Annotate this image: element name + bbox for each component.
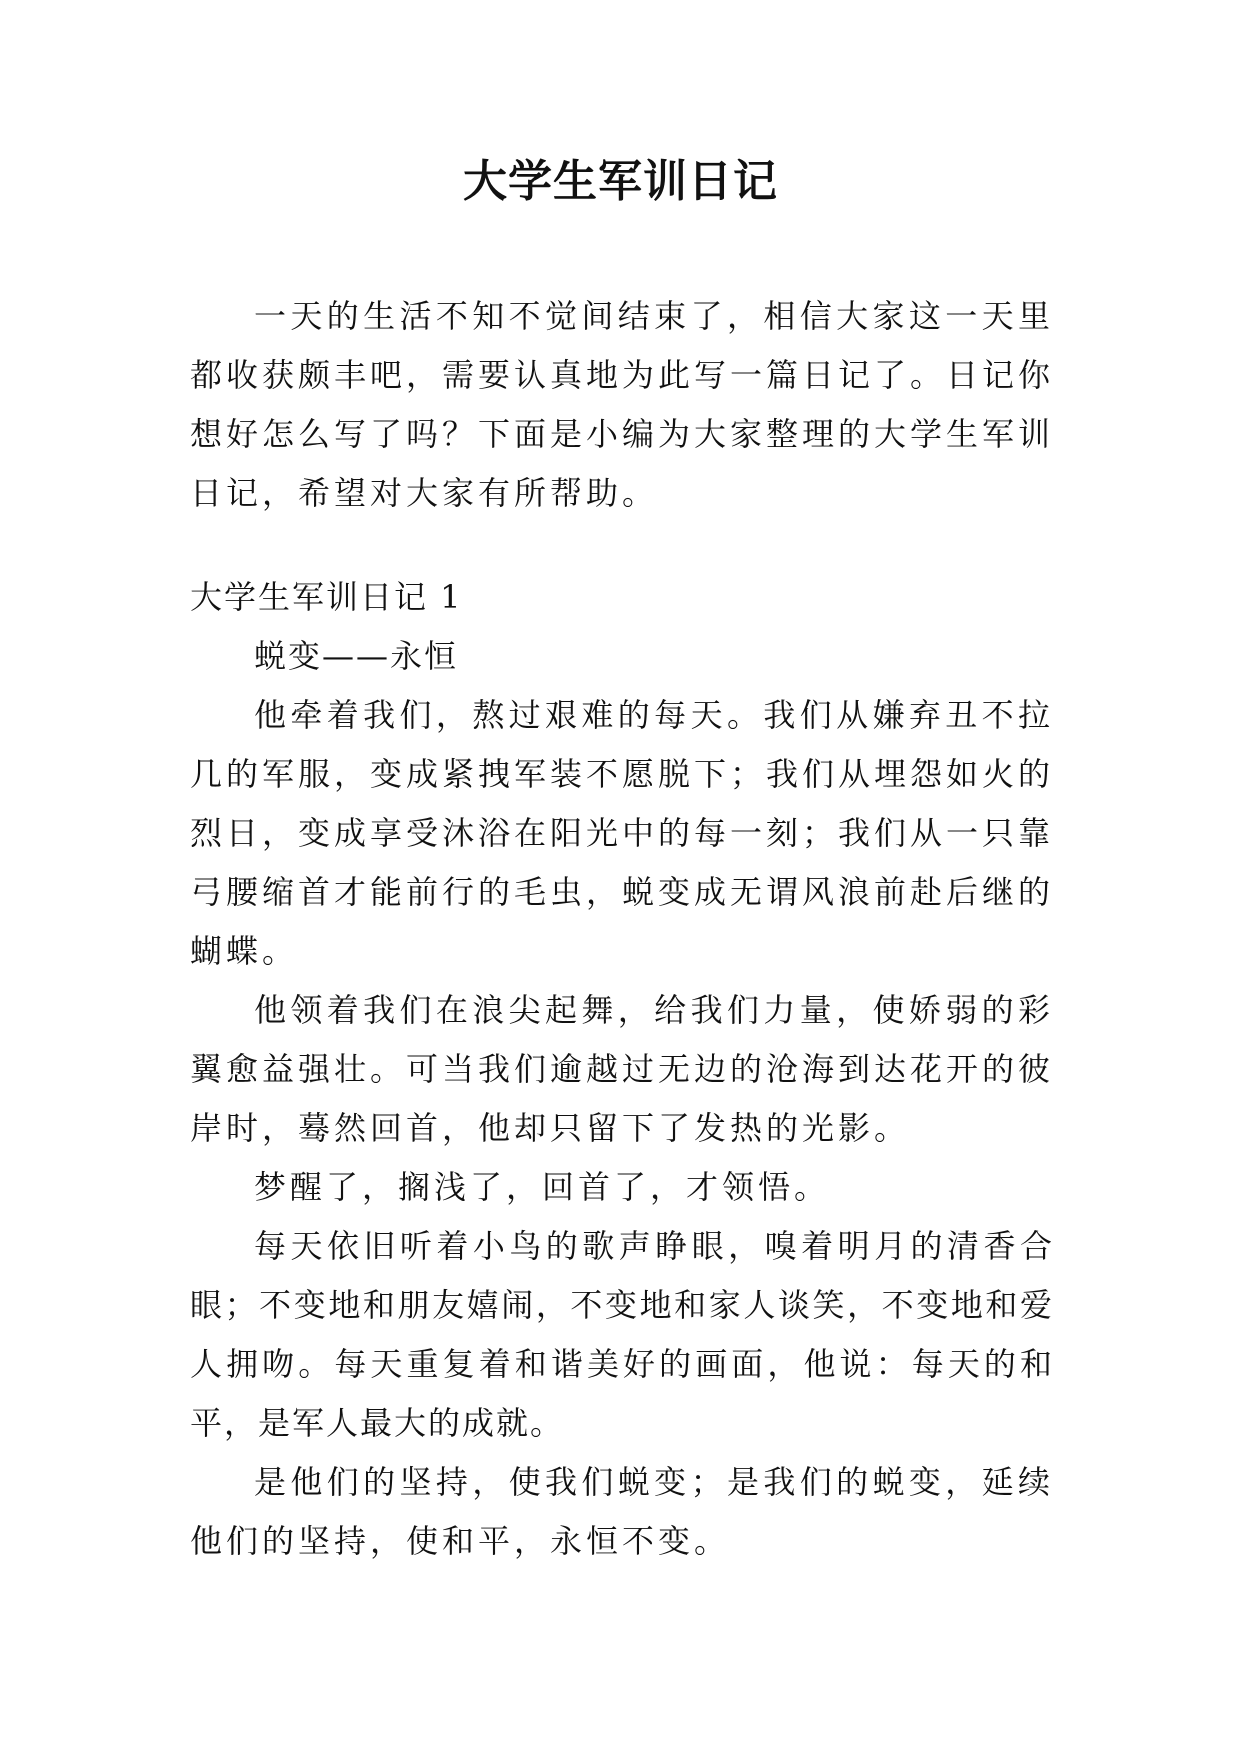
intro-paragraph: 一天的生活不知不觉间结束了，相信大家这一天里都收获颇丰吧，需要认真地为此写一篇日记了。日记你想好怎么写了吗？下面是小编为大家整理的大学生军训日记，希望对大家有所帮助。 [190,297,1055,512]
body-paragraph-4: 每天依旧听着小鸟的歌声睁眼，嗅着明月的清香合眼；不变地和朋友嬉闹，不变地和家人谈笑，不变地和爱人拥吻。每天重复着和谐美好的画面，他说：每天的和平，是军人最大的成就。 [190,1227,1054,1442]
body-paragraph-3: 梦醒了，搁浅了，回首了，才领悟。 [254,1168,831,1206]
body-paragraph-2: 他领着我们在浪尖起舞，给我们力量，使娇弱的彩翼愈益强壮。可当我们逾越过无边的沧海到达花开的彼岸时，蓦然回首，他却只留下了发热的光影。 [190,991,1055,1147]
section-subtitle: 蜕变——永恒 [254,637,459,675]
section-heading: 大学生军训日记 1 [190,578,463,616]
body-paragraph-5: 是他们的坚持，使我们蜕变；是我们的蜕变，延续他们的坚持，使和平，永恒不变。 [190,1463,1054,1560]
document-body [190,287,1054,1571]
body-paragraph-1: 他牵着我们，熬过艰难的每天。我们从嫌弃丑不拉几的军服，变成紧拽军装不愿脱下；我们从埋怨如火的烈日，变成享受沐浴在阳光中的每一刻；我们从一只靠弓腰缩首才能前行的毛虫，蜕变成无谓风浪前赴后继的蝴蝶。 [190,696,1055,970]
document-title: 大学生军训日记 [463,156,778,207]
